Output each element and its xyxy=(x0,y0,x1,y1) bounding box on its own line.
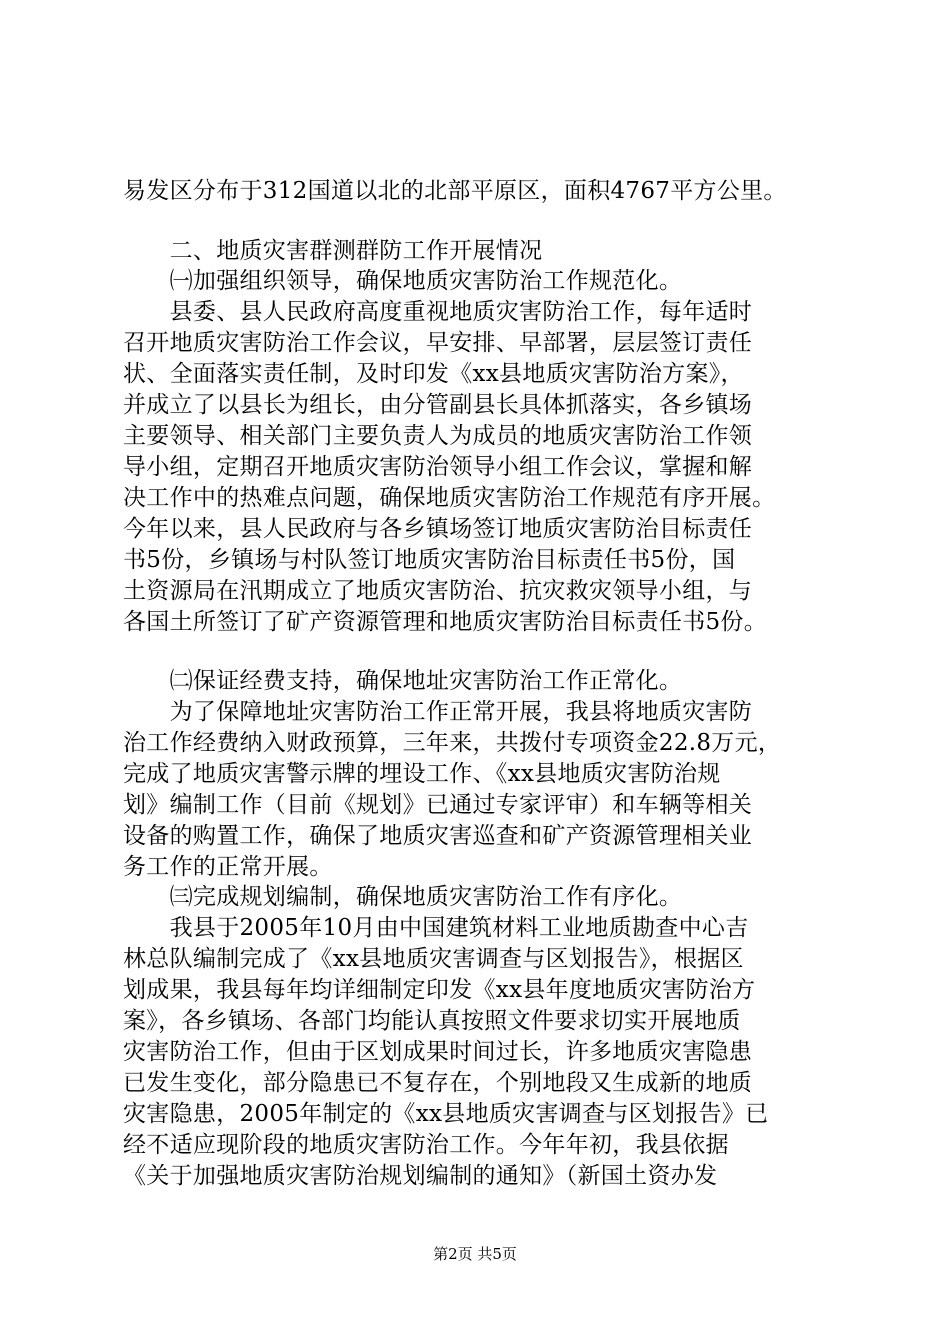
paragraph-line: 今年以来，县人民政府与各乡镇场签订地质灾害防治目标责任 xyxy=(123,516,753,542)
paragraph-line: 易发区分布于312国道以北的北部平原区，面积4767平方公里。 xyxy=(123,178,787,204)
paragraph-line: 为了保障地址灾害防治工作正常开展，我县将地质灾害防 xyxy=(123,699,753,725)
paragraph-line: 务工作的正常开展。 xyxy=(123,854,333,880)
page-number-footer: 第2页 共5页 xyxy=(433,1245,517,1263)
paragraph-line: 完成了地质灾害警示牌的埋设工作、《xx县地质灾害防治规 xyxy=(123,761,721,787)
section-heading: 二、地质灾害群测群防工作开展情况 xyxy=(123,238,543,264)
paragraph-line: 已发生变化，部分隐患已不复存在，个别地段又生成新的地质 xyxy=(123,1070,753,1096)
paragraph-line: 主要领导、相关部门主要负责人为成员的地质灾害防治工作领 xyxy=(123,423,753,449)
paragraph-line: 我县于2005年10月由中国建筑材料工业地质勘查中心吉 xyxy=(123,915,749,941)
paragraph-line: 并成立了以县长为组长，由分管副县长具体抓落实，各乡镇场 xyxy=(123,392,753,418)
paragraph-line: 划》编制工作（目前《规划》已通过专家评审）和车辆等相关 xyxy=(123,792,753,818)
paragraph-line: 灾害隐患，2005年制定的《xx县地质灾害调查与区划报告》已 xyxy=(123,1101,769,1127)
paragraph-line: 书5份，乡镇场与村队签订地质灾害防治目标责任书5份，国 xyxy=(123,547,736,573)
paragraph-line: 林总队编制完成了《xx县地质灾害调查与区划报告》，根据区 xyxy=(123,946,744,972)
paragraph-line: 灾害防治工作，但由于区划成果时间过长，许多地质灾害隐患 xyxy=(123,1039,753,1065)
subsection-heading: ㈡保证经费支持，确保地址灾害防治工作正常化。 xyxy=(123,668,683,694)
paragraph-line: 决工作中的热难点问题，确保地质灾害防治工作规范有序开展。 xyxy=(123,485,776,511)
paragraph-line: 各国土所签订了矿产资源管理和地质灾害防治目标责任书5份。 xyxy=(123,609,768,635)
subsection-heading: ㈠加强组织领导，确保地质灾害防治工作规范化。 xyxy=(123,268,683,294)
paragraph-line: 《关于加强地质灾害防治规划编制的通知》（新国土资办发 xyxy=(123,1163,718,1189)
paragraph-line: 召开地质灾害防治工作会议，早安排、早部署，层层签订责任 xyxy=(123,330,753,356)
paragraph-line: 设备的购置工作，确保了地质灾害巡查和矿产资源管理相关业 xyxy=(123,823,753,849)
paragraph-line: 状、全面落实责任制，及时印发《xx县地质灾害防治方案》， xyxy=(123,361,744,387)
paragraph-line: 经不适应现阶段的地质灾害防治工作。今年年初，我县依据 xyxy=(123,1132,729,1158)
paragraph-line: 治工作经费纳入财政预算，三年来，共拨付专项资金22.8万元， xyxy=(123,730,782,756)
paragraph-line: 划成果，我县每年均详细制定印发《xx县年度地质灾害防治方 xyxy=(123,977,756,1003)
paragraph-line: 导小组，定期召开地质灾害防治领导小组工作会议，掌握和解 xyxy=(123,454,753,480)
paragraph-line: 县委、县人民政府高度重视地质灾害防治工作，每年适时 xyxy=(123,299,753,325)
paragraph-line: 土资源局在汛期成立了地质灾害防治、抗灾救灾领导小组，与 xyxy=(123,578,753,604)
subsection-heading: ㈢完成规划编制，确保地质灾害防治工作有序化。 xyxy=(123,884,683,910)
paragraph-line: 案》，各乡镇场、各部门均能认真按照文件要求切实开展地质 xyxy=(123,1008,741,1034)
